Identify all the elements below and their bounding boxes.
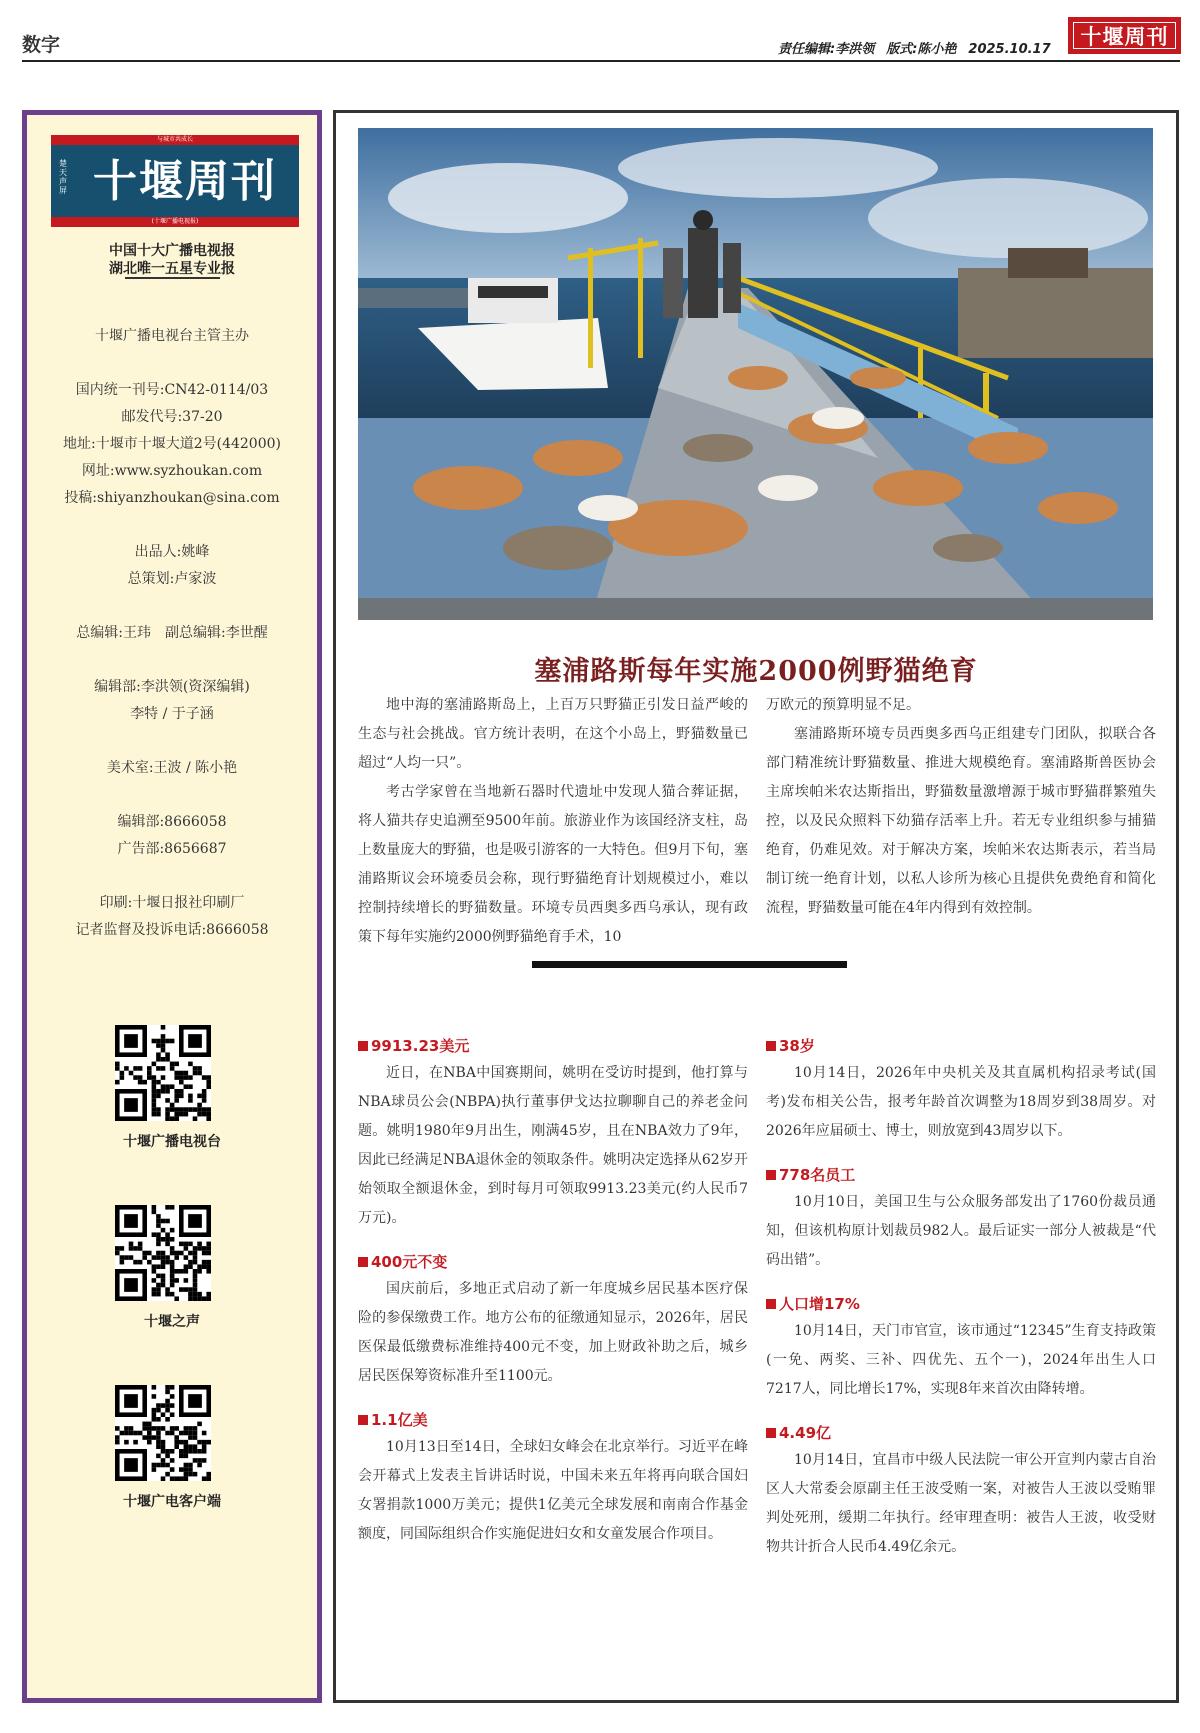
red-square-icon: [766, 1428, 776, 1438]
news-column-1: [358, 1033, 748, 1565]
section-divider: [532, 961, 847, 968]
slogan-1: 中国十大广播电视报: [109, 243, 235, 259]
sponsor-line: 十堰广播电视台主管主办: [95, 328, 249, 344]
red-square-icon: [766, 1299, 776, 1309]
news-headline: [766, 1420, 1156, 1446]
news-headline-text: 人口增17%: [779, 1295, 860, 1313]
staff-line: 记者监督及投诉电话:8666058: [75, 922, 269, 938]
header-credits: [778, 38, 1063, 57]
news-headline: [358, 1249, 748, 1275]
slogan-2: 湖北唯一五星专业报: [109, 261, 235, 277]
section-title: 数字: [22, 34, 61, 56]
article-title: 塞浦路斯每年实施2000例野猫绝育: [534, 656, 978, 687]
news-headline-text: 9913.23美元: [371, 1037, 470, 1055]
staff-line: 李特 / 于子涵: [130, 706, 214, 722]
logo-bottom-strip: (十堰广播电视报): [51, 217, 299, 227]
article-column-2: [766, 691, 1156, 923]
info-line: 投稿:shiyanzhoukan@sina.com: [64, 490, 280, 506]
news-headline: [766, 1033, 1156, 1059]
news-headline: [358, 1407, 748, 1433]
info-line: 网址:www.syzhoukan.com: [81, 463, 263, 479]
news-body: 国庆前后，多地正式启动了新一年度城乡居民基本医疗保险的参保缴费工作。地方公布的征缴通知显示，2026年，居民医保最低缴费标准维持400元不变，加上财政补助之后，城乡居民医保筹资标准升至1100元。: [358, 1281, 748, 1384]
staff-line: 出品人:姚峰: [134, 544, 210, 560]
news-headline-text: 400元不变: [371, 1253, 448, 1271]
qr-code-icon[interactable]: [115, 1205, 211, 1301]
logo-name: 十堰周刊: [93, 156, 277, 207]
info-line: 邮发代号:37-20: [121, 409, 223, 425]
red-square-icon: [358, 1415, 368, 1425]
logo-vertical-text: 楚天声屏: [59, 159, 67, 195]
qr-code-icon[interactable]: [115, 1385, 211, 1481]
news-headline-text: 1.1亿美: [371, 1411, 428, 1429]
red-square-icon: [358, 1041, 368, 1051]
header-logo-text: 十堰周刊: [1080, 23, 1169, 49]
news-headline: [358, 1033, 748, 1059]
news-headline: [766, 1162, 1156, 1188]
info-line: 地址:十堰市十堰大道2号(442000): [63, 436, 281, 452]
issue-date: 2025.10.17: [968, 42, 1051, 57]
news-headline-text: 778名员工: [779, 1166, 856, 1184]
article-column-1: [358, 691, 748, 952]
news-body: 10月10日，美国卫生与公众服务部发出了1760份裁员通知，但该机构原计划裁员982人。最后证实一部分人被裁是“代码出错”。: [766, 1194, 1156, 1268]
editor-credit: 责任编辑:李洪领: [778, 42, 875, 57]
main-content: [333, 110, 1179, 1703]
staff-line: 广告部:8656687: [117, 841, 227, 857]
cats-on-pier-photo: [358, 128, 1153, 620]
staff-line: 印刷:十堰日报社印刷厂: [99, 895, 245, 911]
staff-line: 总策划:卢家波: [127, 571, 217, 587]
news-body: 10月14日，2026年中央机关及其直属机构招录考试(国考)发布相关公告，报考年龄首次调整为18周岁到38周岁。对2026年应届硕士、博士，则放宽到43周岁以下。: [766, 1065, 1156, 1139]
article-paragraph: 万欧元的预算明显不足。: [766, 697, 920, 713]
qr-label: 十堰广播电视台: [123, 1134, 221, 1150]
news-headline: [766, 1291, 1156, 1317]
news-headline-text: 4.49亿: [779, 1424, 832, 1442]
qr-label: 十堰广电客户端: [123, 1494, 221, 1510]
info-line: 国内统一刊号:CN42-0114/03: [75, 382, 269, 398]
staff-line: 总编辑:王玮 副总编辑:李世醒: [76, 625, 268, 641]
news-body: 10月14日，宜昌市中级人民法院一审公开宣判内蒙古自治区人大常委会原副主任王波受贿一案，对被告人王波以受贿罪判处死刑，缓期二年执行。经审理查明：被告人王波，收受财物共计折合人民币4.49亿余元。: [766, 1452, 1156, 1555]
logo-top-strip: 与城市共成长: [51, 135, 299, 145]
staff-line: 编辑部:李洪领(资深编辑): [94, 679, 250, 695]
layout-credit: 版式:陈小艳: [886, 42, 957, 57]
news-body: 10月13日至14日，全球妇女峰会在北京举行。习近平在峰会开幕式上发表主旨讲话时说，中国未来五年将再向联合国妇女署捐款1000万美元；提供1亿美元全球发展和南南合作基金额度，同国际组织合作实施促进妇女和女童发展合作项目。: [358, 1439, 748, 1542]
staff-line: 编辑部:8666058: [117, 814, 227, 830]
slogan-divider: [125, 277, 220, 279]
article-paragraph: 地中海的塞浦路斯岛上，上百万只野猫正引发日益严峻的生态与社会挑战。官方统计表明，在这个小岛上，野猫数量已超过“人均一只”。: [358, 697, 748, 771]
news-headline-text: 38岁: [779, 1037, 815, 1055]
red-square-icon: [358, 1257, 368, 1267]
article-paragraph: 考古学家曾在当地新石器时代遗址中发现人猫合葬证据，将人猫共存史追溯至9500年前。旅游业作为该国经济支柱，岛上数量庞大的野猫，也是吸引游客的一大特色。但9月下旬，塞浦路斯议会环境委员会称，现行野猫绝育计划规模过小，难以控制持续增长的野猫数量。环境专员西奥多西乌承认，现有政策下每年实施约2000例野猫绝育手术，10: [358, 784, 748, 945]
news-column-2: [766, 1033, 1156, 1578]
header-logo: [1068, 17, 1181, 54]
masthead-logo: [51, 135, 299, 227]
news-body: 10月14日，天门市官宣，该市通过“12345”生育支持政策(一免、两奖、三补、四优先、五个一)，2024年出生人口7217人，同比增长17%，实现8年来首次由降转增。: [766, 1323, 1156, 1397]
staff-line: 美术室:王波 / 陈小艳: [106, 760, 238, 776]
article-paragraph: 塞浦路斯环境专员西奥多西乌正组建专门团队，拟联合各部门精准统计野猫数量、推进大规模绝育。塞浦路斯兽医协会主席埃帕米农达斯指出，野猫数量激增源于城市野猫群繁殖失控，以及民众照料下幼猫存活率上升。若无专业组织参与捕猫绝育，仍难见效。对于解决方案，埃帕米农达斯表示，若当局制订统一绝育计划，以私人诊所为核心且提供免费绝育和简化流程，野猫数量可能在4年内得到有效控制。: [766, 726, 1156, 916]
news-body: 近日，在NBA中国赛期间，姚明在受访时提到，他打算与NBA球员公会(NBPA)执行董事伊戈达拉聊聊自己的养老金问题。姚明1980年9月出生，刚满45岁，且在NBA效力了9年，因此已经满足NBA退休金的领取条件。姚明决定选择从62岁开始领取全额退休金，到时每月可领取9913.23美元(约人民币7万元)。: [358, 1065, 748, 1226]
masthead-sidebar: [22, 110, 322, 1703]
header-divider: [22, 60, 1180, 62]
qr-code-icon[interactable]: [115, 1025, 211, 1121]
red-square-icon: [766, 1041, 776, 1051]
qr-label: 十堰之声: [144, 1314, 200, 1330]
red-square-icon: [766, 1170, 776, 1180]
